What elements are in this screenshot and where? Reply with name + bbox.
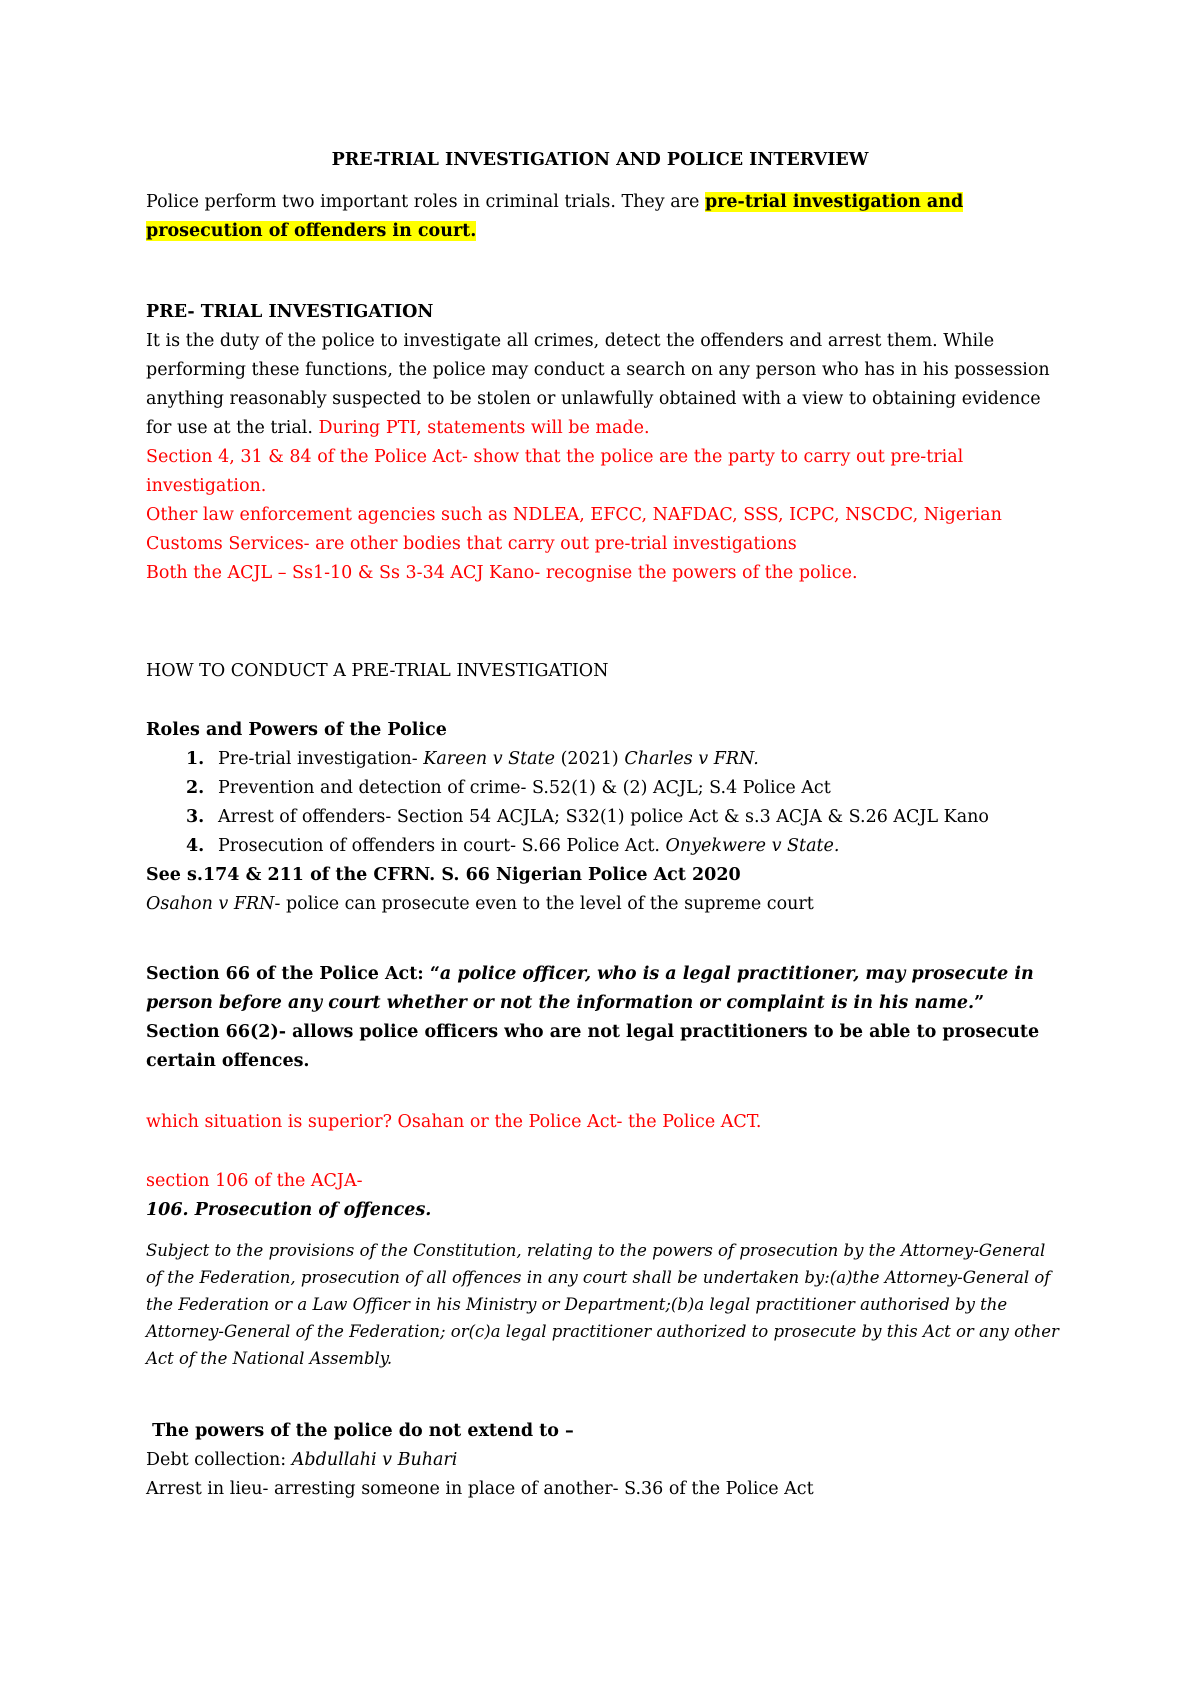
list-text: Arrest of offenders- Section 54 ACJLA; S32(1) police Act & s.3 ACJA & S.26 ACJL Kano bbox=[218, 807, 989, 827]
osahon-line bbox=[146, 890, 1066, 919]
pti-section bbox=[146, 298, 1066, 588]
list-number: 4. bbox=[186, 836, 205, 856]
limits-section bbox=[146, 1417, 1066, 1504]
pti-paragraph-red: During PTI, statements will be made. bbox=[318, 418, 650, 438]
section66-2-line: Section 66(2)- allows police officers who are not legal practitioners to be able to prosecute certain offences. bbox=[146, 1022, 1040, 1071]
section66-quote-line bbox=[146, 960, 1066, 1018]
case-name: Kareen v State bbox=[423, 749, 555, 769]
list-text: Prevention and detection of crime- S.52(1) & (2) ACJL; S.4 Police Act bbox=[218, 778, 831, 798]
list-number: 2. bbox=[186, 778, 205, 798]
list-text: Pre-trial investigation- bbox=[218, 749, 424, 769]
section66-lead: Section 66 of the Police Act: “ bbox=[146, 964, 440, 984]
pti-red-line-2: Other law enforcement agencies such as NDLEA, EFCC, NAFDAC, SSS, ICPC, NSCDC, Nigerian Customs Services- are other bodies that carry out pre-trial investigations bbox=[146, 505, 1002, 554]
roles-heading: Roles and Powers of the Police bbox=[146, 720, 447, 740]
osahon-text: - police can prosecute even to the level of the supreme court bbox=[274, 894, 814, 914]
intro-highlight: pre-trial investigation and prosecution of offenders in court. bbox=[146, 192, 964, 241]
section66-close: ” bbox=[974, 993, 985, 1013]
debt-line bbox=[146, 1446, 1066, 1475]
arrest-line: Arrest in lieu- arresting someone in place of another- S.36 of the Police Act bbox=[146, 1479, 814, 1499]
intro-paragraph bbox=[146, 188, 1066, 246]
see-line: See s.174 & 211 of the CFRN. S. 66 Nigerian Police Act 2020 bbox=[146, 865, 741, 885]
roles-section bbox=[146, 716, 1066, 919]
limits-heading: The powers of the police do not extend to – bbox=[146, 1421, 574, 1441]
case-name: Onyekwere v State. bbox=[665, 836, 840, 856]
list-item bbox=[146, 832, 1066, 861]
pti-red-line-1: Section 4, 31 & 84 of the Police Act- show that the police are the party to carry out pre-trial investigation. bbox=[146, 447, 964, 496]
section66-quote: a police officer, who is a legal practitioner, may prosecute in person before any court whether or not the information or complaint is in his name. bbox=[146, 964, 1034, 1013]
pti-red-line-3: Both the ACJL – Ss1-10 & Ss 3-34 ACJ Kano- recognise the powers of the police. bbox=[146, 563, 858, 583]
case-name: Abdullahi v Buhari bbox=[291, 1450, 458, 1470]
document-title: PRE-TRIAL INVESTIGATION AND POLICE INTERVIEW bbox=[331, 150, 869, 170]
intro-text: Police perform two important roles in criminal trials. They are bbox=[146, 192, 705, 212]
list-item bbox=[146, 774, 1066, 803]
pti-heading: PRE- TRIAL INVESTIGATION bbox=[146, 302, 434, 322]
section66-block bbox=[146, 960, 1066, 1076]
list-text: (2021) bbox=[555, 749, 625, 769]
s106-heading: 106. Prosecution of offences. bbox=[146, 1200, 432, 1220]
case-name: Charles v FRN. bbox=[624, 749, 759, 769]
case-name: Osahon v FRN bbox=[146, 894, 275, 914]
which-line: which situation is superior? Osahan or the Police Act- the Police ACT. bbox=[146, 1112, 762, 1132]
list-number: 3. bbox=[186, 807, 205, 827]
s106-label: section 106 of the ACJA- bbox=[146, 1171, 363, 1191]
list-item bbox=[146, 745, 1066, 774]
roles-list bbox=[146, 745, 1066, 861]
s106-body: Subject to the provisions of the Constitution, relating to the powers of prosecution by the Attorney-General of the Federation, prosecution of all offences in any court shall be undertaken by:(a)the Attorney-General of the Federation or a Law Officer in his Ministry or Department;(b)a legal practitioner authorised by the Attorney-General of the Federation; or(c)a legal practitioner authorized to prosecute by this Act or any other Act of the National Assembly. bbox=[146, 1241, 1059, 1368]
list-number: 1. bbox=[186, 749, 205, 769]
pti-paragraph-text: It is the duty of the police to investigate all crimes, detect the offenders and arrest them. While performing these functions, the police may conduct a search on any person who has in his possession anything reasonably suspected to be stolen or unlawfully obtained with a view to obtaining evidence for use at the trial. bbox=[146, 331, 1050, 438]
list-item bbox=[146, 803, 1066, 832]
list-text: Prosecution of offenders in court- S.66 Police Act. bbox=[218, 836, 666, 856]
pti-paragraph bbox=[146, 327, 1066, 443]
s106-section bbox=[146, 1167, 1066, 1372]
debt-text: Debt collection: bbox=[146, 1450, 292, 1470]
how-to-heading: HOW TO CONDUCT A PRE-TRIAL INVESTIGATION bbox=[146, 661, 609, 681]
